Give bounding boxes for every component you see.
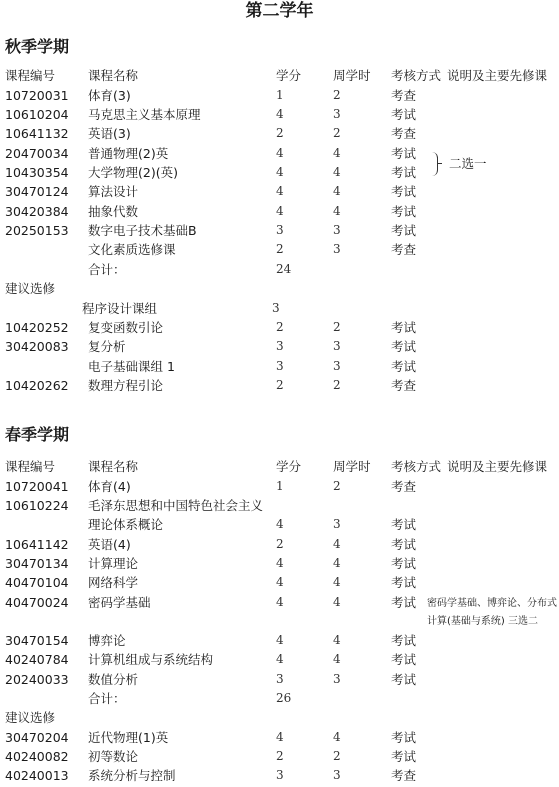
course-name: 网络科学 bbox=[88, 575, 139, 590]
course-hours: 4 bbox=[333, 537, 341, 551]
course-hours: 4 bbox=[333, 165, 341, 179]
course-name: 近代物理(1)英 bbox=[88, 730, 169, 745]
course-exam: 考试 bbox=[391, 749, 417, 764]
course-credit: 3 bbox=[276, 672, 284, 686]
course-exam: 考查 bbox=[391, 378, 417, 393]
choose-one-brace-tip bbox=[437, 163, 442, 164]
course-code: 30470154 bbox=[5, 633, 69, 648]
course-name: 计算机组成与系统结构 bbox=[88, 652, 214, 667]
course-exam: 考试 bbox=[391, 517, 417, 532]
course-code: 10420262 bbox=[5, 378, 69, 393]
spring-header-code: 课程编号 bbox=[5, 459, 56, 474]
course-code: 30420384 bbox=[5, 204, 69, 219]
course-exam: 考试 bbox=[391, 652, 417, 667]
course-code: 30470124 bbox=[5, 184, 69, 199]
autumn-header-note: 说明及主要先修课 bbox=[447, 68, 548, 83]
course-credit: 3 bbox=[276, 359, 284, 373]
course-name: 博弈论 bbox=[88, 633, 126, 648]
autumn-elective-label: 建议选修 bbox=[5, 281, 56, 296]
course-name: 初等数论 bbox=[88, 749, 139, 764]
course-exam: 考试 bbox=[391, 204, 417, 219]
course-code: 30470134 bbox=[5, 556, 69, 571]
course-name: 系统分析与控制 bbox=[88, 768, 176, 783]
course-hours: 4 bbox=[333, 184, 341, 198]
course-exam: 考试 bbox=[391, 184, 417, 199]
course-hours: 2 bbox=[333, 320, 341, 334]
course-exam: 考试 bbox=[391, 730, 417, 745]
course-name: 马克思主义基本原理 bbox=[88, 107, 201, 122]
course-code: 30420083 bbox=[5, 339, 69, 354]
spring-header-note: 说明及主要先修课 bbox=[447, 459, 548, 474]
course-exam: 考查 bbox=[391, 768, 417, 783]
course-hours: 3 bbox=[333, 107, 341, 121]
course-exam: 考查 bbox=[391, 88, 417, 103]
course-name: 电子基础课组 1 bbox=[88, 359, 175, 374]
course-name: 文化素质选修课 bbox=[88, 242, 176, 257]
course-name: 英语(3) bbox=[88, 126, 131, 141]
course-hours: 3 bbox=[333, 359, 341, 373]
course-name: 普通物理(2)英 bbox=[88, 146, 169, 161]
course-credit: 1 bbox=[276, 88, 284, 102]
course-name: 密码学基础 bbox=[88, 595, 151, 610]
course-hours: 4 bbox=[333, 595, 341, 609]
spring-semester-title: 春季学期 bbox=[5, 425, 70, 444]
course-credit: 4 bbox=[276, 730, 284, 744]
course-code: 10420252 bbox=[5, 320, 69, 335]
course-exam: 考试 bbox=[391, 146, 417, 161]
course-credit: 4 bbox=[276, 517, 284, 531]
course-credit: 4 bbox=[276, 595, 284, 609]
autumn-header-hours: 周学时 bbox=[333, 68, 371, 83]
course-hours: 3 bbox=[333, 242, 341, 256]
course-credit: 4 bbox=[276, 556, 284, 570]
course-hours: 3 bbox=[333, 672, 341, 686]
autumn-total-label: 合计： bbox=[88, 262, 126, 277]
autumn-header-credit: 学分 bbox=[276, 68, 302, 83]
course-code: 40240082 bbox=[5, 749, 69, 764]
autumn-elective-group-credit: 3 bbox=[272, 301, 280, 315]
course-hours: 3 bbox=[333, 517, 341, 531]
course-credit: 2 bbox=[276, 378, 284, 392]
autumn-total-credit: 24 bbox=[276, 262, 292, 276]
course-hours: 2 bbox=[333, 378, 341, 392]
course-hours: 3 bbox=[333, 339, 341, 353]
course-code: 10720031 bbox=[5, 88, 69, 103]
course-hours: 2 bbox=[333, 479, 341, 493]
spring-total-label: 合计： bbox=[88, 691, 126, 706]
course-hours: 4 bbox=[333, 730, 341, 744]
autumn-header-name: 课程名称 bbox=[88, 68, 139, 83]
course-credit: 1 bbox=[276, 479, 284, 493]
course-name: 理论体系概论 bbox=[88, 517, 164, 532]
course-code: 40240784 bbox=[5, 652, 69, 667]
course-exam: 考查 bbox=[391, 242, 417, 257]
course-credit: 4 bbox=[276, 204, 284, 218]
course-credit: 2 bbox=[276, 749, 284, 763]
course-hours: 4 bbox=[333, 556, 341, 570]
course-exam: 考试 bbox=[391, 359, 417, 374]
course-hours: 3 bbox=[333, 223, 341, 237]
course-credit: 2 bbox=[276, 126, 284, 140]
course-hours: 4 bbox=[333, 633, 341, 647]
course-code: 10641142 bbox=[5, 537, 69, 552]
spring-elective-label: 建议选修 bbox=[5, 710, 56, 725]
course-code: 10641132 bbox=[5, 126, 69, 141]
course-credit: 3 bbox=[276, 339, 284, 353]
spring-note-line1: 密码学基础、博弈论、分布式 bbox=[427, 598, 557, 609]
spring-header-name: 课程名称 bbox=[88, 459, 139, 474]
course-name: 算法设计 bbox=[88, 184, 139, 199]
course-exam: 考试 bbox=[391, 165, 417, 180]
course-name: 复分析 bbox=[88, 339, 126, 354]
course-name: 体育(3) bbox=[88, 88, 131, 103]
course-code: 40470024 bbox=[5, 595, 69, 610]
course-hours: 4 bbox=[333, 146, 341, 160]
course-name: 数值分析 bbox=[88, 672, 139, 687]
course-code: 10610204 bbox=[5, 107, 69, 122]
spring-note-line2: 计算(基础与系统) 三选二 bbox=[427, 616, 538, 627]
course-credit: 4 bbox=[276, 165, 284, 179]
page-title: 第二学年 bbox=[245, 1, 314, 21]
spring-header-credit: 学分 bbox=[276, 459, 302, 474]
course-credit: 3 bbox=[276, 768, 284, 782]
course-name: 毛泽东思想和中国特色社会主义 bbox=[88, 498, 264, 513]
course-credit: 4 bbox=[276, 633, 284, 647]
course-hours: 2 bbox=[333, 88, 341, 102]
course-exam: 考试 bbox=[391, 339, 417, 354]
autumn-header-exam: 考核方式 bbox=[391, 68, 442, 83]
course-name: 体育(4) bbox=[88, 479, 131, 494]
course-code: 40470104 bbox=[5, 575, 69, 590]
course-credit: 3 bbox=[276, 223, 284, 237]
course-code: 10720041 bbox=[5, 479, 69, 494]
course-name: 数理方程引论 bbox=[88, 378, 164, 393]
course-hours: 4 bbox=[333, 204, 341, 218]
course-credit: 4 bbox=[276, 575, 284, 589]
course-code: 10430354 bbox=[5, 165, 69, 180]
course-name: 数字电子技术基础B bbox=[88, 223, 197, 238]
autumn-semester-title: 秋季学期 bbox=[5, 37, 70, 56]
course-name: 大学物理(2)(英) bbox=[88, 165, 178, 180]
course-exam: 考试 bbox=[391, 633, 417, 648]
spring-total-credit: 26 bbox=[276, 691, 292, 705]
course-code: 30470204 bbox=[5, 730, 69, 745]
autumn-elective-group-name: 程序设计课组 bbox=[82, 301, 158, 316]
course-credit: 4 bbox=[276, 146, 284, 160]
course-code: 20240033 bbox=[5, 672, 69, 687]
course-name: 英语(4) bbox=[88, 537, 131, 552]
course-exam: 考试 bbox=[391, 556, 417, 571]
autumn-header-code: 课程编号 bbox=[5, 68, 56, 83]
course-exam: 考试 bbox=[391, 537, 417, 552]
course-credit: 4 bbox=[276, 652, 284, 666]
spring-header-exam: 考核方式 bbox=[391, 459, 442, 474]
course-credit: 2 bbox=[276, 320, 284, 334]
course-hours: 2 bbox=[333, 749, 341, 763]
choose-one-note: 二选一 bbox=[449, 156, 487, 171]
spring-header-hours: 周学时 bbox=[333, 459, 371, 474]
course-hours: 3 bbox=[333, 768, 341, 782]
course-hours: 4 bbox=[333, 575, 341, 589]
course-code: 10610224 bbox=[5, 498, 69, 513]
course-exam: 考试 bbox=[391, 223, 417, 238]
course-exam: 考试 bbox=[391, 320, 417, 335]
course-hours: 4 bbox=[333, 652, 341, 666]
course-credit: 4 bbox=[276, 184, 284, 198]
course-code: 20470034 bbox=[5, 146, 69, 161]
course-credit: 4 bbox=[276, 107, 284, 121]
course-hours: 2 bbox=[333, 126, 341, 140]
course-exam: 考查 bbox=[391, 126, 417, 141]
course-exam: 考试 bbox=[391, 575, 417, 590]
course-exam: 考试 bbox=[391, 595, 417, 610]
course-exam: 考试 bbox=[391, 107, 417, 122]
course-code: 20250153 bbox=[5, 223, 69, 238]
course-name: 计算理论 bbox=[88, 556, 139, 571]
course-name: 抽象代数 bbox=[88, 204, 139, 219]
course-name: 复变函数引论 bbox=[88, 320, 164, 335]
course-credit: 2 bbox=[276, 242, 284, 256]
course-code: 40240013 bbox=[5, 768, 69, 783]
course-exam: 考查 bbox=[391, 479, 417, 494]
course-credit: 2 bbox=[276, 537, 284, 551]
course-exam: 考试 bbox=[391, 672, 417, 687]
